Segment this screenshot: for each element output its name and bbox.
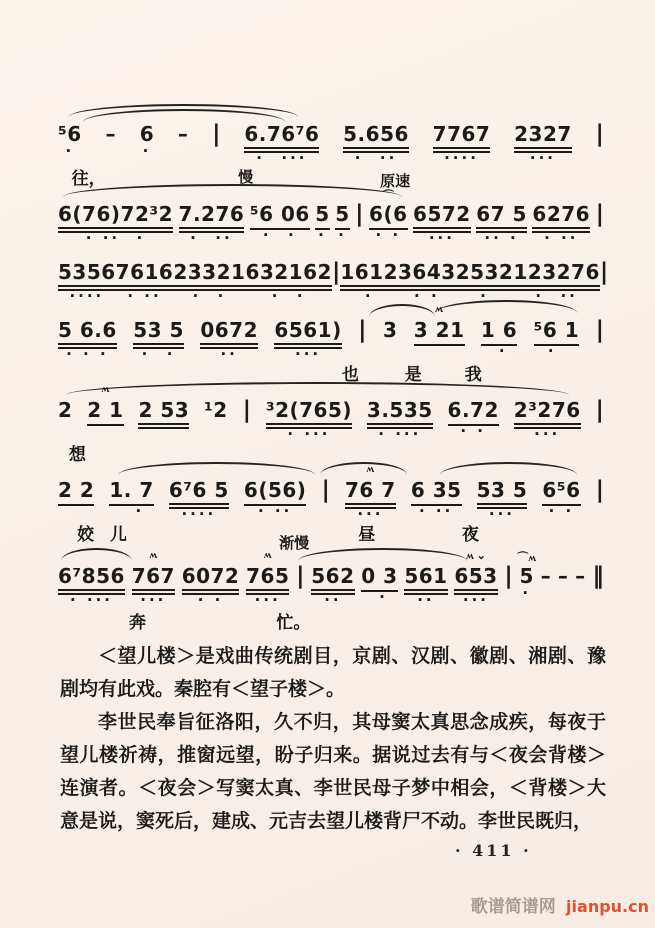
note-digits: 1612 [340,260,398,291]
note-group [274,318,342,363]
notes-row [58,121,604,167]
barline [358,318,366,342]
watermark-site-url: jianpu.cn [566,897,649,916]
note-group [476,478,528,523]
note-digits: – [575,564,586,588]
ornament-mark: ʍ [366,463,375,475]
ornament-mark: ʍ [263,549,272,561]
slur-arc [298,548,467,561]
note-digits: 53 5 [477,478,528,509]
lyric: 忙。 [276,613,311,632]
lyric: 儿 [109,525,127,544]
octave-dots: · · [548,502,575,520]
note-digits: – [540,564,552,588]
note-group [243,478,307,520]
octave-dots: · · [141,345,176,363]
note-group [558,564,569,588]
note-digits: 6 [139,122,155,146]
note-digits: | [355,201,364,227]
note-group [58,260,116,305]
note-digits: 67 5 [476,202,527,233]
note-digits: ¹2 [204,398,228,422]
note-group [204,398,228,422]
notes-row [58,463,604,523]
octave-dots: · ·· [419,502,454,520]
barline [322,478,330,502]
note-group [413,202,471,247]
note-digits: | [595,121,604,147]
note-group [343,122,409,167]
octave-dots: ···· [444,149,479,167]
watermark [471,892,649,917]
octave-dots: · · [192,287,227,305]
barline [212,122,220,146]
lyric: 往， [71,169,106,188]
note-group [361,564,398,606]
note-digits: 6.72 [448,398,499,426]
lyric: 也 [341,365,359,384]
note-group [58,318,117,363]
watermark-site-name: 歌谱简谱网 [470,897,556,916]
note-digits: 76 7 [345,478,396,509]
note-group [476,202,527,247]
note-digits: ⁵6 06 [250,202,310,230]
slur-arc [369,304,435,317]
note-digits: 2532 [456,260,514,291]
note-group [58,398,72,422]
note-digits: 6572 [413,202,471,233]
commentary-text [60,640,606,838]
note-digits: | [358,317,367,343]
octave-dots: · · [197,591,224,609]
barline [296,564,304,588]
note-digits: 7616 [116,260,174,291]
note-group [58,564,125,609]
ornament-mark: ⌒ [382,190,394,202]
octave-dots: · · [375,226,402,244]
note-digits: – [105,122,116,146]
barline [596,122,604,146]
note-group [480,318,518,360]
lyric: 夜 [462,525,480,544]
note-digits: 6 35 [411,478,462,506]
note-digits: 7767 [433,122,491,153]
note-group [58,202,174,247]
note-group [413,303,465,346]
octave-dots: ··· [534,425,561,443]
note-digits: 6072 [182,564,240,595]
octave-dots: · [119,502,145,520]
note-group [404,564,448,609]
note-digits: 0 3 [361,564,397,592]
note-group [532,202,591,247]
note-digits: 2³276 [514,398,581,429]
commentary-paragraph-2: 李世民奉旨征洛阳，久不归，其母窦太真思念成疾，每夜于望儿楼祈祷，推窗远望，盼子归来。据说过去有与＜夜会背楼＞连演者。＜夜会＞写窦太真、李世民母子梦中相会，＜背楼＞大意是说，窦死后，建成、元吉去望儿楼背尸不动。李世民既归， [60,712,606,832]
slur-arc [63,184,402,197]
lyric: 是 [404,365,422,384]
note-digits: 6.76⁷6 [244,122,319,153]
tempo-mark-a-tempo: 原速 [380,174,411,190]
note-group [575,564,586,588]
notes-row [58,259,609,305]
note-group [513,260,600,305]
note-digits: | [595,317,604,343]
note-group [369,190,408,244]
note-digits: 5.656 [343,122,409,153]
note-digits: 6⁷856 [58,564,125,595]
ornament-mark: ʍ [101,383,110,395]
slur-arc [435,300,577,313]
note-group [315,202,330,244]
note-group [541,564,552,588]
note-digits: – [177,122,189,146]
note-group [58,478,94,506]
note-group [181,564,240,609]
note-digits: 561 [404,564,447,595]
octave-dots: · ·· [535,287,578,305]
octave-dots: · ··· [69,591,113,609]
note-digits: | [212,121,221,147]
note-group [173,260,246,305]
note-digits: 23321 [173,260,245,291]
octave-dots: · ··· [378,425,422,443]
note-group [383,318,397,342]
octave-dots: ···· [69,287,105,305]
commentary-paragraph-1: ＜望儿楼＞是戏曲传统剧目，京剧、汉剧、徽剧、湘剧、豫剧均有此戏。秦腔有＜望子楼＞。 [60,646,606,700]
note-group [131,549,175,609]
note-group [447,398,499,440]
barline [596,318,604,342]
note-digits: | [296,563,305,589]
note-digits: 6(56) [244,478,307,506]
score-line-4 [58,298,604,390]
octave-dots: ···· [181,505,217,523]
note-digits: ⁵6 [58,122,82,146]
octave-dots: ··· [295,345,322,363]
note-digits: ⁵6 1 [534,318,580,346]
note-digits: 53 5 [133,318,184,349]
barline [600,260,608,284]
octave-dots: · [142,142,152,160]
note-group [249,202,310,244]
note-digits: 6⁷6 5 [169,478,229,509]
note-group [410,478,462,520]
note-digits: 0672 [200,318,258,349]
barline [592,564,604,588]
slur-arc [320,462,407,475]
octave-dots: · ·· [190,229,233,247]
note-digits: 6276 [532,202,590,233]
octave-dots: · ·· [258,502,293,520]
note-group [200,318,259,363]
score-line-7 [58,534,604,630]
lyric: 昼 [358,525,376,544]
barline [596,398,604,422]
octave-dots: ·· [324,591,342,609]
note-digits: 2 1 [87,398,123,426]
octave-dots: · ··· [256,149,308,167]
note-group [58,122,82,160]
lyric: 奔 [128,613,146,632]
note-digits: | [599,259,609,285]
octave-dots: · [370,588,388,606]
lyric: 我 [464,365,482,384]
barline [596,478,604,502]
lyric: 姣 [77,525,95,544]
note-digits: 6(6 [369,202,407,230]
barline [332,260,340,284]
note-digits: | [595,201,604,227]
octave-dots: ·· [220,345,238,363]
note-digits: 5 [519,564,534,588]
octave-dots: · [522,584,532,602]
note-digits: 6561) [274,318,341,349]
octave-dots: · ·· [544,229,579,247]
note-group [138,398,189,429]
octave-dots: · [318,226,327,244]
notes-row [58,549,604,609]
note-digits: 3 [382,318,398,342]
barline [504,564,512,588]
notes-row [58,383,604,443]
octave-dots: ·· [417,591,435,609]
ornament-mark: ʍ [149,549,158,561]
note-digits: ‖ [592,563,604,589]
note-digits: 5 [335,202,349,230]
note-digits: 2327 [514,122,572,153]
octave-dots: ·· · [484,229,519,247]
notes-row [58,303,604,363]
note-group [115,260,174,305]
octave-dots: ··· [529,149,556,167]
ornament-mark: ʍ [435,303,444,315]
slur-arc [66,382,568,395]
note-group [311,564,355,609]
note-group [168,478,229,523]
barline [355,202,363,226]
note-group [513,398,581,443]
note-group [246,549,290,609]
octave-dots: ··· [428,229,455,247]
note-group [109,478,154,520]
note-group [517,552,537,602]
note-group [265,398,353,443]
notes-row [58,190,604,247]
note-digits: 767 [132,564,175,595]
octave-dots: · [65,142,75,160]
note-digits: ³2(765) [266,398,352,429]
note-digits: 3 21 [414,318,465,346]
slur-arc [118,462,315,475]
note-digits: | [595,477,604,503]
octave-dots: ··· [254,591,281,609]
note-group [514,122,572,167]
note-group [432,122,491,167]
octave-dots: · · [414,287,440,305]
note-digits: 6⁵6 [542,478,580,506]
octave-dots: · [338,226,347,244]
note-digits: 765 [246,564,289,595]
note-digits: 3643 [398,260,456,291]
lyric: 想 [68,445,86,464]
octave-dots: · · [262,226,297,244]
ornament-mark: ⌒ʍ [517,552,537,564]
score-line-2 [58,170,604,248]
octave-dots: ··· [140,591,167,609]
note-group [454,550,498,609]
note-group [139,122,155,160]
note-digits: 6(76)72³2 [58,202,173,233]
lyrics-row [58,608,604,632]
note-group [455,260,514,305]
note-group [105,122,116,146]
slur-arc [61,548,132,561]
octave-dots: · · [271,287,306,305]
note-group [542,478,581,520]
octave-dots: · · [460,422,487,440]
note-group [398,260,456,305]
note-digits: 5356 [58,260,116,291]
note-group [133,318,184,363]
lyrics-row [58,360,604,384]
note-digits: 7.276 [179,202,245,233]
note-group [178,202,245,247]
note-digits: 5 [315,202,329,230]
octave-dots: · ·· [127,287,162,305]
note-group [340,260,399,305]
note-digits: 2 2 [58,478,94,506]
note-digits: | [331,259,341,285]
note-digits: | [504,563,513,589]
octave-dots: ··· [462,591,489,609]
octave-dots: ··· [357,505,384,523]
note-digits: 1 6 [481,318,517,346]
barline [596,202,604,226]
note-group [366,398,433,443]
note-digits: – [557,564,569,588]
score-line-3 [58,254,609,305]
tempo-mark-rit: 渐慢 [279,536,310,552]
note-group [345,463,396,523]
octave-dots: · [364,287,374,305]
octave-dots: · · · [66,345,109,363]
note-digits: 123276 [513,260,600,291]
note-digits: 653 [454,564,497,595]
note-group [244,122,320,167]
ornament-mark: ʍ ⌄ [465,550,486,562]
page-number: · 411 · [455,841,532,860]
octave-dots: · ·· [354,149,398,167]
note-digits: 2 [58,398,73,422]
note-digits: 2 53 [138,398,189,429]
note-group [335,202,350,244]
octave-dots: · [547,342,565,360]
note-group [533,318,580,360]
note-group [87,383,124,426]
slur-arc [440,462,577,475]
note-digits: | [595,397,604,423]
note-group [178,122,189,146]
note-group [245,260,332,305]
note-digits: 1. 7 [109,478,153,506]
score-line-5 [58,382,604,472]
octave-dots: ··· [488,505,516,523]
octave-dots: · [490,342,508,360]
octave-dots: · ·· · [85,229,146,247]
octave-dots: · [480,287,489,305]
note-digits: 562 [311,564,354,595]
tempo-mark-slow: 慢 [238,170,254,186]
note-digits: 632162 [245,260,332,291]
note-digits: 5 6.6 [58,318,117,349]
note-digits: 3.535 [367,398,433,429]
barline [243,398,251,422]
note-digits: | [242,397,251,423]
octave-dots: · ··· [287,425,331,443]
note-digits: | [321,477,330,503]
